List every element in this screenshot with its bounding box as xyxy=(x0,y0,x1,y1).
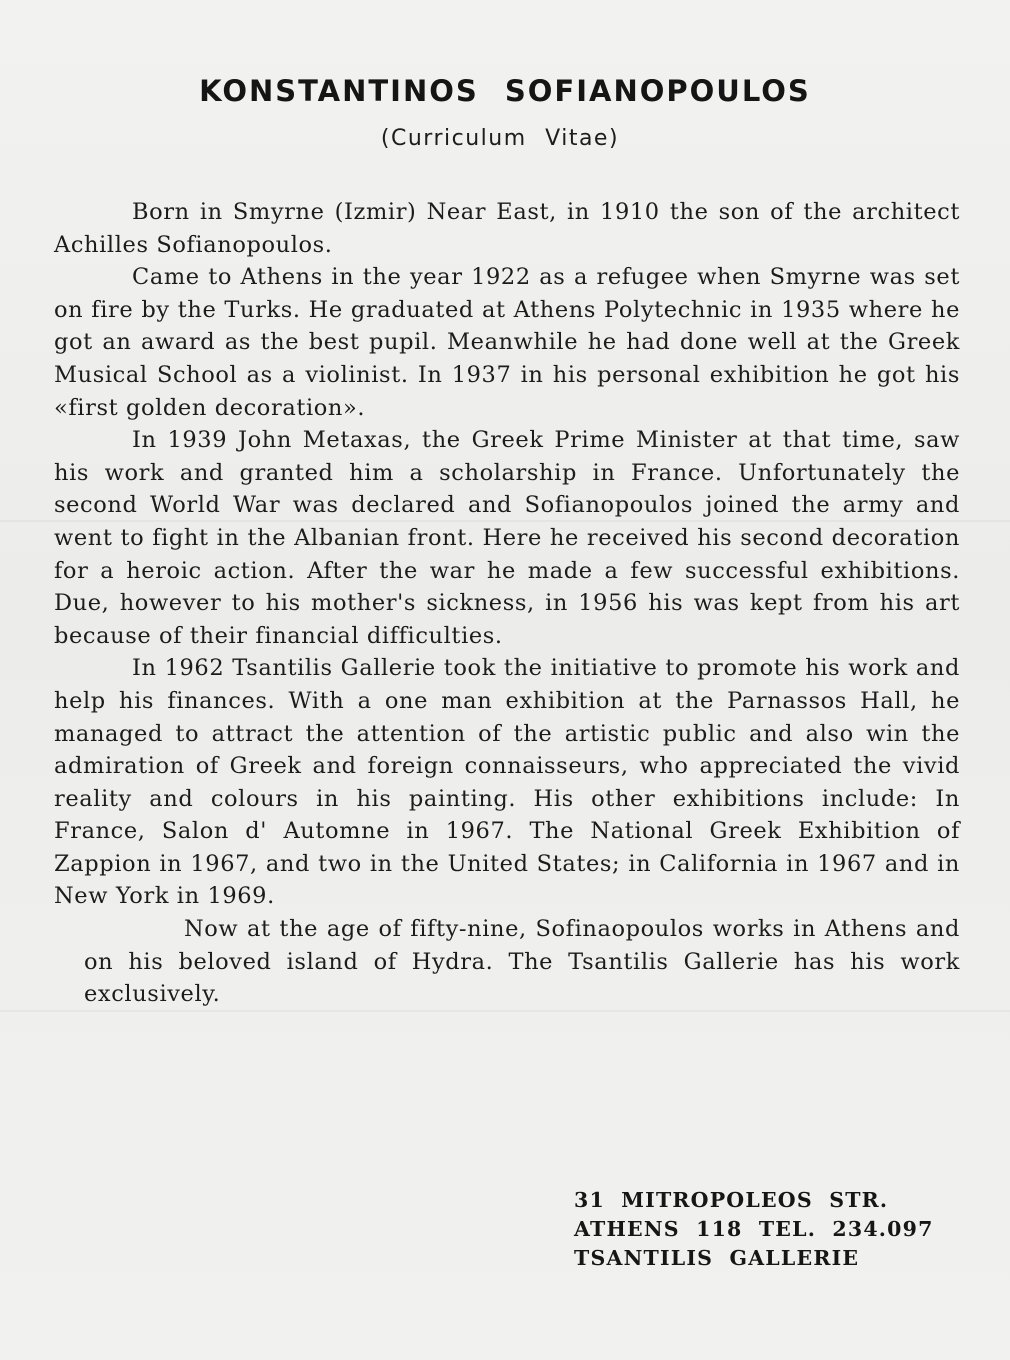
paragraph-present: Now at the age of fifty-nine, Sofinaopoulos works in Athens and on his beloved island of Hydra. The Tsantilis Gallerie has his work exclusively. xyxy=(84,916,960,1008)
paragraph-war: In 1939 John Metaxas, the Greek Prime Minister at that time, saw his work and granted him a scholarship in France. Unfortunately the second World War was declared and Sofianopoulos joined the army and went to fight in the Albanian front. Here he received his second decoration for a heroic action. After the war he made a few successful exhibitions. Due, however to his mother's sickness, in 1956 his was kept from his art because of their financial difficulties. xyxy=(54,427,960,649)
paragraph-gallerie: In 1962 Tsantilis Gallerie took the initiative to promote his work and help his finances. With a one man exhibition at the Parnassos Hall, he managed to attract the attention of the artistic public and also win the admiration of Greek and foreign connaisseurs, who appreciated the vivid reality and colours in his painting. His other exhibitions include: In France, Salon d' Automne in 1967. The National Greek Exhibition of Zappion in 1967, and two in the United States; in California in 1967 and in New York in 1969. xyxy=(54,655,960,910)
paragraph-athens: Came to Athens in the year 1922 as a refugee when Smyrne was set on fire by the Turks. He graduated at Athens Polytechnic in 1935 where he got an award as the best pupil. Meanwhile he had done well at the Greek Musical School as a violinist. In 1937 in his personal exhibition he got his «first golden decoration». xyxy=(54,264,960,421)
document-title: KONSTANTINOS SOFIANOPOULOS xyxy=(199,74,811,108)
address-street: 31 MITROPOLEOS STR. xyxy=(574,1188,889,1212)
gallery-address xyxy=(574,1186,934,1273)
address-gallery-name: TSANTILIS GALLERIE xyxy=(574,1246,860,1270)
paragraph-birth: Born in Smyrne (Izmir) Near East, in 1910 the son of the architect Achilles Sofianopoulos. xyxy=(54,199,960,258)
document-subtitle: (Curriculum Vitae) xyxy=(380,126,620,151)
address-city-phone: ATHENS 118 TEL. 234.097 xyxy=(574,1217,934,1241)
document-body xyxy=(54,196,960,1011)
